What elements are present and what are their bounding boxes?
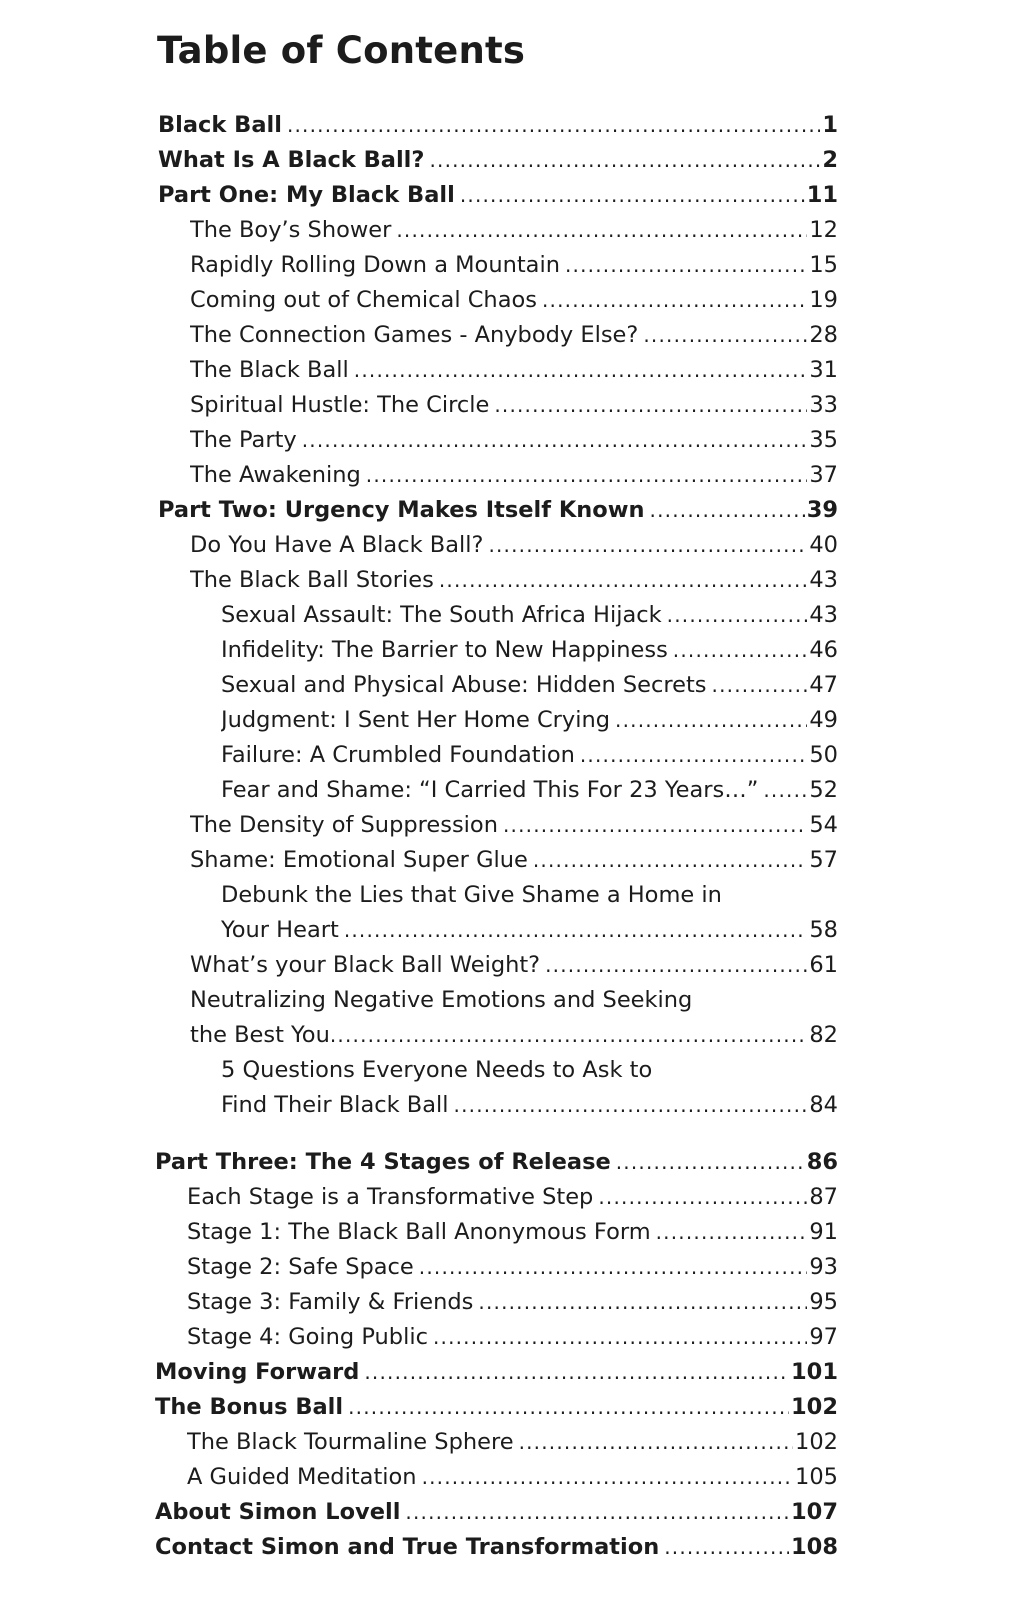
toc-entry-page: 43	[809, 602, 838, 628]
leader-dots	[454, 1088, 808, 1123]
toc-entry-contact-simon[interactable]	[155, 1530, 838, 1565]
leader-dots	[422, 1460, 793, 1495]
toc-entry-title: Stage 3: Family & Friends	[187, 1289, 474, 1315]
leader-dots	[348, 1390, 789, 1425]
toc-entry-page: 49	[809, 707, 838, 733]
toc-entry-debunk[interactable]	[221, 913, 838, 948]
leader-dots	[439, 563, 808, 598]
toc-entry-page: 37	[809, 462, 838, 488]
toc-entry-moving-forward[interactable]	[155, 1355, 838, 1390]
toc-entry-sexual-assault[interactable]	[221, 598, 838, 633]
leader-dots	[667, 598, 808, 633]
leader-dots	[419, 1250, 808, 1285]
toc-entry-infidelity[interactable]	[221, 633, 838, 668]
toc-entry-title: Stage 2: Safe Space	[187, 1254, 414, 1280]
toc-entry-black-ball[interactable]	[158, 108, 838, 143]
toc-entry-part-one[interactable]	[158, 178, 838, 213]
toc-entry-title: Rapidly Rolling Down a Mountain	[190, 252, 560, 278]
leader-dots	[429, 143, 820, 178]
toc-entry-tourmaline-sphere[interactable]	[187, 1425, 838, 1460]
page-title: Table of Contents	[157, 29, 526, 72]
toc-entry-page: 50	[809, 742, 838, 768]
leader-dots	[366, 458, 808, 493]
toc-entry-page: 86	[806, 1149, 838, 1175]
toc-entry-title: The Connection Games - Anybody Else?	[190, 322, 639, 348]
leader-dots	[615, 703, 807, 738]
toc-entry-fear-and-shame[interactable]	[221, 773, 838, 808]
toc-entry-title: The Awakening	[190, 462, 361, 488]
leader-dots	[656, 1215, 808, 1250]
toc-entry-page: 31	[809, 357, 838, 383]
toc-entry-page: 12	[809, 217, 838, 243]
toc-entry-part-two[interactable]	[158, 493, 838, 528]
leader-dots	[616, 1145, 805, 1180]
toc-entry-page: 52	[809, 777, 838, 803]
leader-dots	[664, 1530, 789, 1565]
toc-entry-page: 39	[806, 497, 838, 523]
toc-entry-judgment[interactable]	[221, 703, 838, 738]
leader-dots	[643, 318, 807, 353]
toc-entry-title: Your Heart	[221, 917, 339, 943]
leader-dots	[763, 773, 807, 808]
toc-entry-stage-2[interactable]	[187, 1250, 838, 1285]
leader-dots	[565, 248, 807, 283]
toc-entry-transformative-step[interactable]	[187, 1180, 838, 1215]
leader-dots	[503, 808, 807, 843]
leader-dots	[396, 213, 807, 248]
toc-entry-title: A Guided Meditation	[187, 1464, 417, 1490]
toc-entry-page: 11	[806, 182, 838, 208]
toc-entry-page: 58	[809, 917, 838, 943]
toc-entry-page: 61	[809, 952, 838, 978]
toc-entry-boys-shower[interactable]	[190, 213, 838, 248]
toc-entry-do-you-have[interactable]	[190, 528, 838, 563]
leader-dots	[354, 353, 808, 388]
toc-entry-connection-games[interactable]	[190, 318, 838, 353]
toc-entry-page: 1	[822, 112, 838, 138]
toc-entry-rapidly-rolling[interactable]	[190, 248, 838, 283]
toc-entry-failure[interactable]	[221, 738, 838, 773]
toc-entry-page: 82	[809, 1022, 838, 1048]
toc-entry-title: Shame: Emotional Super Glue	[190, 847, 528, 873]
toc-entry-title: What Is A Black Ball?	[158, 147, 425, 173]
leader-dots	[364, 1355, 789, 1390]
toc-entry-title: Coming out of Chemical Chaos	[190, 287, 537, 313]
toc-entry-page: 95	[809, 1289, 838, 1315]
toc-entry-page: 91	[809, 1219, 838, 1245]
toc-entry-page: 33	[809, 392, 838, 418]
toc-entry-title: Infidelity: The Barrier to New Happiness	[221, 637, 668, 663]
toc-entry-the-party[interactable]	[190, 423, 838, 458]
toc-entry-title: Part Three: The 4 Stages of Release	[155, 1149, 611, 1175]
leader-dots	[580, 738, 808, 773]
toc-entry-page: 40	[809, 532, 838, 558]
toc-entry-page: 84	[809, 1092, 838, 1118]
toc-entry-page: 57	[809, 847, 838, 873]
toc-entry-page: 93	[809, 1254, 838, 1280]
leader-dots	[302, 423, 808, 458]
leader-dots	[287, 108, 820, 143]
leader-dots	[598, 1180, 807, 1215]
toc-entry-page: 2	[822, 147, 838, 173]
toc-entry-stage-4[interactable]	[187, 1320, 838, 1355]
leader-dots	[488, 528, 807, 563]
toc-entry-page: 102	[795, 1429, 838, 1455]
toc-entry-guided-meditation[interactable]	[187, 1460, 838, 1495]
toc-entry-page: 43	[809, 567, 838, 593]
leader-dots	[405, 1495, 789, 1530]
toc-entry-title: What’s your Black Ball Weight?	[190, 952, 541, 978]
toc-entry-black-ball-stories[interactable]	[190, 563, 838, 598]
leader-dots	[650, 493, 805, 528]
toc-entry-bonus-ball[interactable]	[155, 1390, 838, 1425]
leader-dots	[542, 283, 807, 318]
leader-dots	[460, 178, 805, 213]
leader-dots	[344, 913, 808, 948]
toc-entry-title: Sexual and Physical Abuse: Hidden Secrets	[221, 672, 707, 698]
toc-entry-emotional-super-glue[interactable]	[190, 843, 838, 878]
toc-entry-page: 47	[809, 672, 838, 698]
toc-entry-title: The Black Ball	[190, 357, 349, 383]
toc-entry-title: The Party	[190, 427, 297, 453]
toc-entry-title: The Black Ball Stories	[190, 567, 434, 593]
toc-entry-the-black-ball[interactable]	[190, 353, 838, 388]
toc-entry-page: 108	[791, 1534, 838, 1560]
toc-entry-the-awakening[interactable]	[190, 458, 838, 493]
toc-entry-neutralizing[interactable]	[190, 1018, 838, 1053]
toc-entry-page: 105	[795, 1464, 838, 1490]
toc-entry-page: 46	[809, 637, 838, 663]
toc-entry-page: 28	[809, 322, 838, 348]
toc-entry-title: The Black Tourmaline Sphere	[187, 1429, 514, 1455]
toc-entry-title: Find Their Black Ball	[221, 1092, 449, 1118]
toc-entry-title: Fear and Shame: “I Carried This For 23 Years…”	[221, 777, 759, 803]
toc-entry-abuse[interactable]	[221, 668, 838, 703]
toc-entry-page: 87	[809, 1184, 838, 1210]
toc-entry-title: Spiritual Hustle: The Circle	[190, 392, 490, 418]
toc-entry-black-ball-weight[interactable]	[190, 948, 838, 983]
leader-dots	[712, 668, 808, 703]
leader-dots	[533, 843, 807, 878]
toc-entry-about-simon[interactable]	[155, 1495, 838, 1530]
toc-entry-page: 97	[809, 1324, 838, 1350]
toc-entry-title: Stage 4: Going Public	[187, 1324, 428, 1350]
toc-entry-title: The Boy’s Shower	[190, 217, 392, 243]
toc-entry-title: Do You Have A Black Ball?	[190, 532, 484, 558]
leader-dots	[545, 948, 807, 983]
toc-entry-density-of-suppression[interactable]	[190, 808, 838, 843]
toc-entry-page: 19	[809, 287, 838, 313]
leader-dots	[433, 1320, 807, 1355]
toc-entry-debunk-line1[interactable]: Debunk the Lies that Give Shame a Home in	[221, 882, 722, 908]
toc-entry-title: The Density of Suppression	[190, 812, 498, 838]
toc-entry-what-is-a-black-ball[interactable]	[158, 143, 838, 178]
toc-entry-title: Moving Forward	[155, 1359, 360, 1385]
toc-entry-title: Part Two: Urgency Makes Itself Known	[158, 497, 645, 523]
toc-entry-title: Sexual Assault: The South Africa Hijack	[221, 602, 662, 628]
leader-dots	[330, 1018, 808, 1053]
toc-entry-title: Stage 1: The Black Ball Anonymous Form	[187, 1219, 651, 1245]
leader-dots	[478, 1285, 807, 1320]
leader-dots	[519, 1425, 793, 1460]
toc-entry-page: 15	[809, 252, 838, 278]
toc-entry-page: 54	[809, 812, 838, 838]
toc-entry-page: 101	[791, 1359, 838, 1385]
toc-entry-stage-3[interactable]	[187, 1285, 838, 1320]
toc-entry-title: the Best You	[190, 1022, 330, 1048]
toc-entry-part-three[interactable]	[155, 1145, 838, 1180]
toc-entry-title: Part One: My Black Ball	[158, 182, 455, 208]
leader-dots	[673, 633, 808, 668]
toc-entry-title: Black Ball	[158, 112, 282, 138]
toc-entry-title: The Bonus Ball	[155, 1394, 344, 1420]
toc-entry-title: Failure: A Crumbled Foundation	[221, 742, 575, 768]
toc-entry-five-questions[interactable]	[221, 1088, 838, 1123]
toc-entry-page: 107	[791, 1499, 838, 1525]
toc-entry-five-questions-line1[interactable]: 5 Questions Everyone Needs to Ask to	[221, 1057, 653, 1083]
toc-entry-stage-1[interactable]	[187, 1215, 838, 1250]
toc-entry-title: About Simon Lovell	[155, 1499, 401, 1525]
toc-entry-page: 35	[809, 427, 838, 453]
toc-entry-chemical-chaos[interactable]	[190, 283, 838, 318]
toc-entry-title: Judgment: I Sent Her Home Crying	[221, 707, 611, 733]
toc-entry-neutralizing-line1[interactable]: Neutralizing Negative Emotions and Seeking	[190, 987, 693, 1013]
toc-entry-spiritual-hustle[interactable]	[190, 388, 838, 423]
toc-entry-page: 102	[791, 1394, 838, 1420]
toc-entry-title: Contact Simon and True Transformation	[155, 1534, 660, 1560]
toc-entry-title: Each Stage is a Transformative Step	[187, 1184, 594, 1210]
leader-dots	[494, 388, 807, 423]
